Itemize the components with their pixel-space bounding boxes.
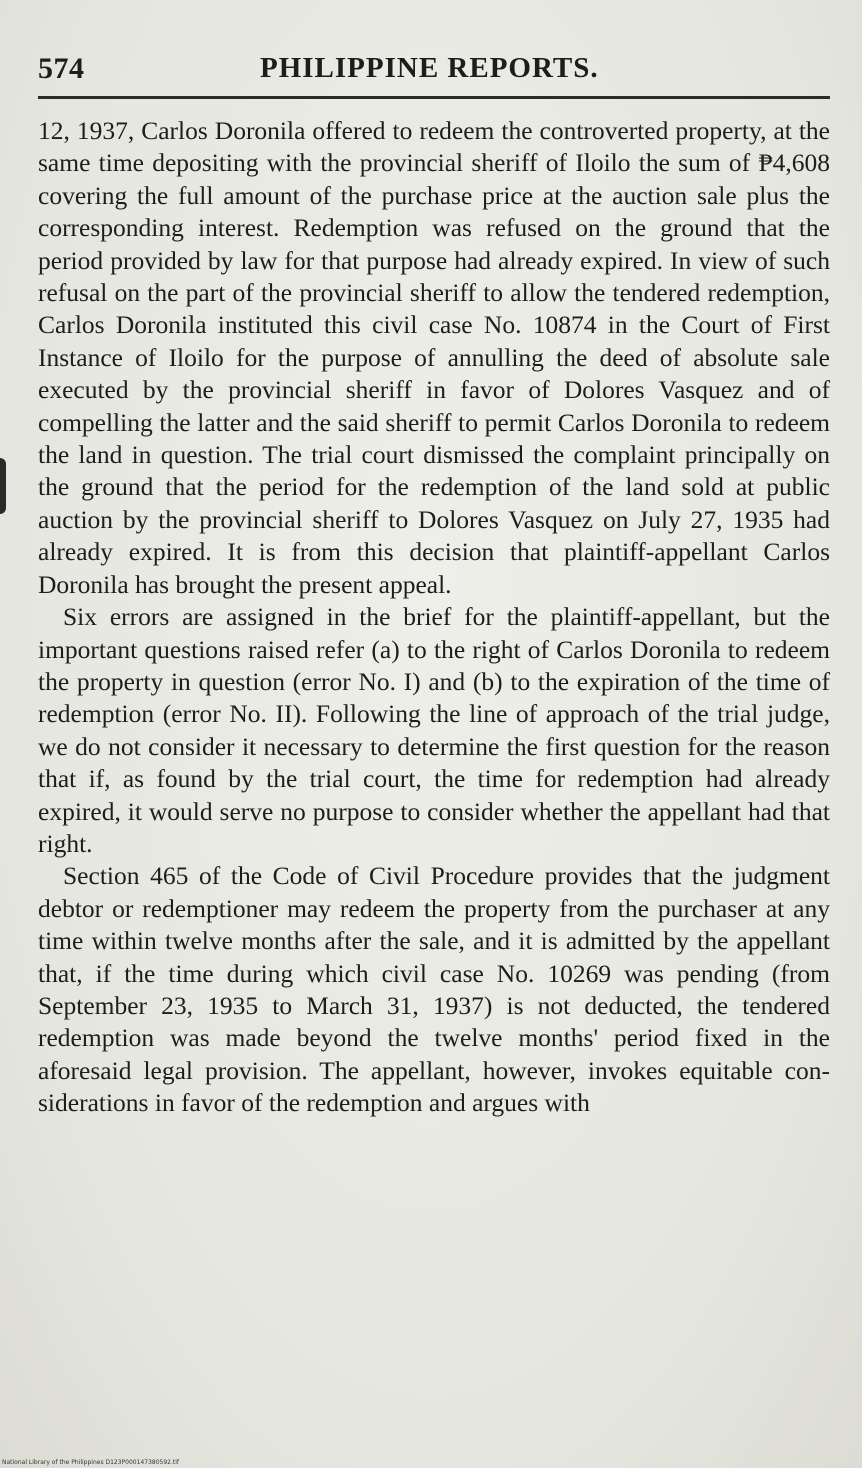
paragraph-continuation: 12, 1937, Carlos Doronila offered to redeem the controverted property, at the same time depositing with the provincial sheriff of Iloilo the sum of ₱4,608 covering the full amount of the purchase price at the auction sale plus the corresponding interest. Redemption was refused on the ground that the period provided by law for that purpose had already expired. In view of such refusal on the part of the provincial sheriff to allow the tendered redemption, Carlos Doronila instituted this civil case No. 10874 in the Court of First Instance of Iloilo for the purpose of annulling the deed of absolute sale executed by the provincial sheriff in favor of Dolores Vasquez and of compelling the latter and the said sheriff to permit Carlos Doronila to redeem the land in question. The trial court dismissed the complaint principally on the ground that the period for the redemption of the land sold at public auction by the provincial sheriff to Dolores Vasquez on July 27, 1935 had already expired. It is from this decision that plaintiff-appellant Carlos Doronila has brought the present appeal.: [38, 116, 830, 599]
body-text: [38, 115, 830, 1120]
running-title: PHILIPPINE REPORTS.: [260, 52, 599, 84]
paragraph-errors-assigned: Six errors are assigned in the brief for the plaintiff-appellant, but the important questions raised refer (a) to the right of Carlos Doronila to redeem the property in question (error No. I) and (b) to the expiration of the time of redemption (error No. II). Following the line of approach of the trial judge, we do not consider it necessary to determine the first question for the reason that if, as found by the trial court, the time for redemption had already expired, it would serve no purpose to consider whether the appellant had that right.: [38, 602, 830, 858]
paragraph-section-465: Section 465 of the Code of Civil Procedure provides that the judgment debtor or redemptioner may redeem the property from the purchaser at any time within twelve months after the sale, and it is admitted by the appellant that, if the time during which civil case No. 10269 was pending (from September 23, 1935 to March 31, 1937) is not deducted, the tendered redemption was made beyond the twelve months' period fixed in the aforesaid legal provision. The appellant, however, invokes equitable considerations in favor of the redemption and argues with: [38, 861, 830, 1118]
page-number: 574: [38, 52, 85, 85]
margin-ink-mark: [0, 458, 6, 514]
header-rule: [38, 96, 830, 99]
scan-credit-footer: National Library of the Philippines D123P000147380592.tif: [2, 1459, 180, 1466]
page-header: [38, 52, 830, 92]
